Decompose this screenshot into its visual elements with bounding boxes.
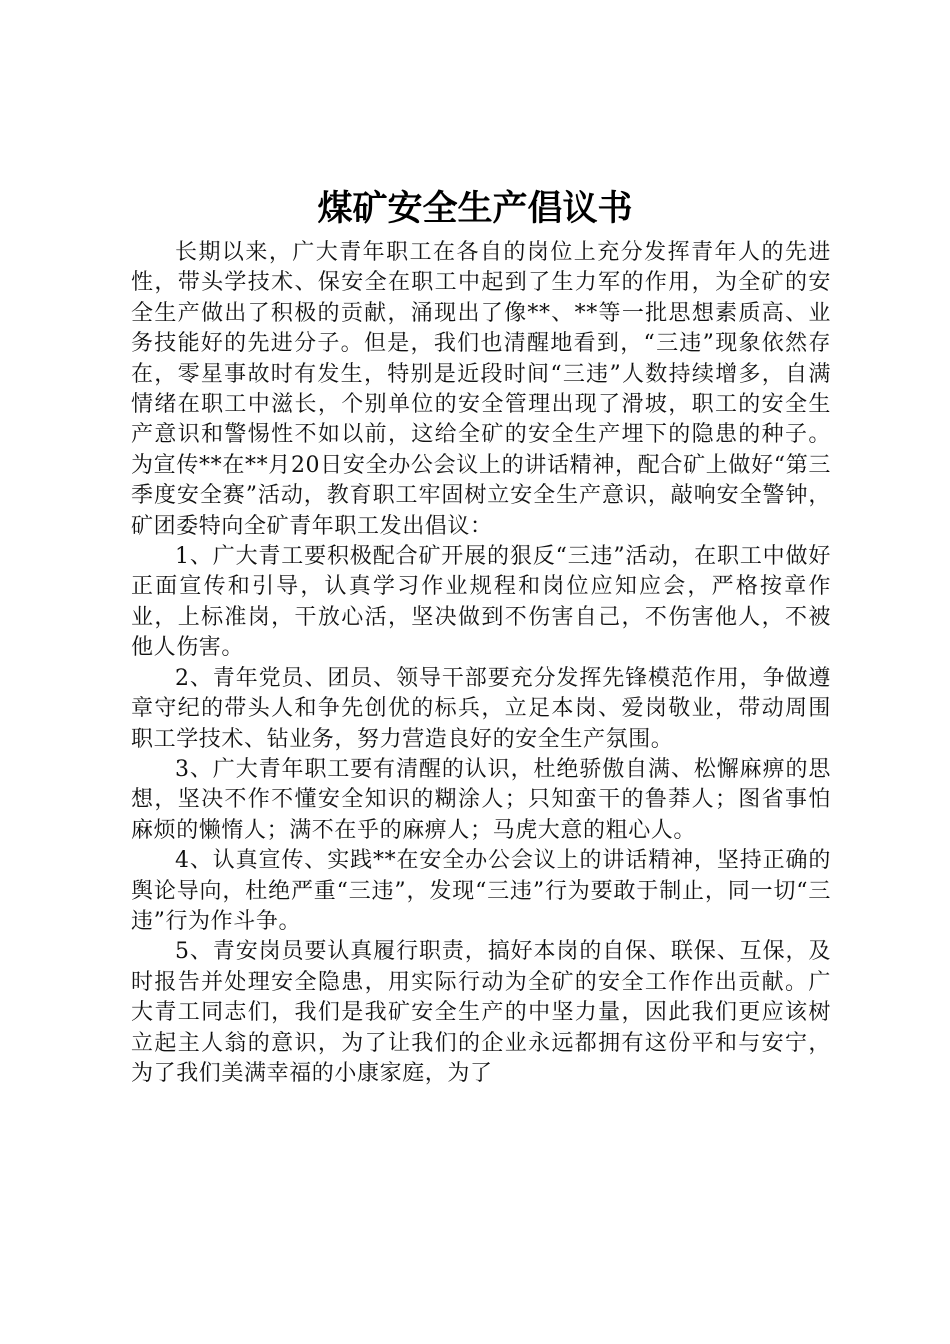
intro-paragraph: 长期以来，广大青年职工在各自的岗位上充分发挥青年人的先进性，带头学技术、保安全在职工中起到了生力军的作用，为全矿的安全生产做出了积极的贡献，涌现出了像**、**等一批思想素质高、业务技能好的先进分子。但是，我们也清醒地看到，“三违”现象依然存在，零星事故时有发生，特别是近段时间“三违”人数持续增多，自满情绪在职工中滋长，个别单位的安全管理出现了滑坡，职工的安全生产意识和警惕性不如以前，这给全矿的安全生产埋下的隐患的种子。为宣传**在**月20日安全办公会议上的讲话精神，配合矿上做好“第三季度安全赛”活动，教育职工牢固树立安全生产意识，敲响安全警钟，矿团委特向全矿青年职工发出倡议： — [131, 240, 831, 539]
proposal-item-5: 5、青安岗员要认真履行职责，搞好本岗的自保、联保、互保，及时报告并处理安全隐患，用实际行动为全矿的安全工作作出贡献。广大青工同志们，我们是我矿安全生产的中坚力量，因此我们更应该树立起主人翁的意识，为了让我们的企业永远都拥有这份平和与安宁，为了我们美满幸福的小康家庭，为了 — [131, 939, 831, 1086]
document-body — [131, 238, 831, 1089]
proposal-item-2: 2、青年党员、团员、领导干部要充分发挥先锋模范作用，争做遵章守纪的带头人和争先创优的标兵，立足本岗、爱岗敬业，带动周围职工学技术、钻业务，努力营造良好的安全生产氛围。 — [131, 665, 831, 752]
document-title: 煤矿安全生产倡议书 — [317, 188, 633, 229]
proposal-item-3: 3、广大青年职工要有清醒的认识，杜绝骄傲自满、松懈麻痹的思想，坚决不作不懂安全知识的糊涂人；只知蛮干的鲁莽人；图省事怕麻烦的懒惰人；满不在乎的麻痹人；马虎大意的粗心人。 — [131, 756, 831, 843]
proposal-item-1: 1、广大青工要积极配合矿开展的狠反“三违”活动，在职工中做好正面宣传和引导，认真学习作业规程和岗位应知应会，严格按章作业，上标准岗，干放心活，坚决做到不伤害自己，不伤害他人，不被他人伤害。 — [131, 544, 831, 661]
proposal-item-4: 4、认真宣传、实践**在安全办公会议上的讲话精神，坚持正确的舆论导向，杜绝严重“三违”，发现“三违”行为要敢于制止，同一切“三违”行为作斗争。 — [131, 848, 831, 934]
